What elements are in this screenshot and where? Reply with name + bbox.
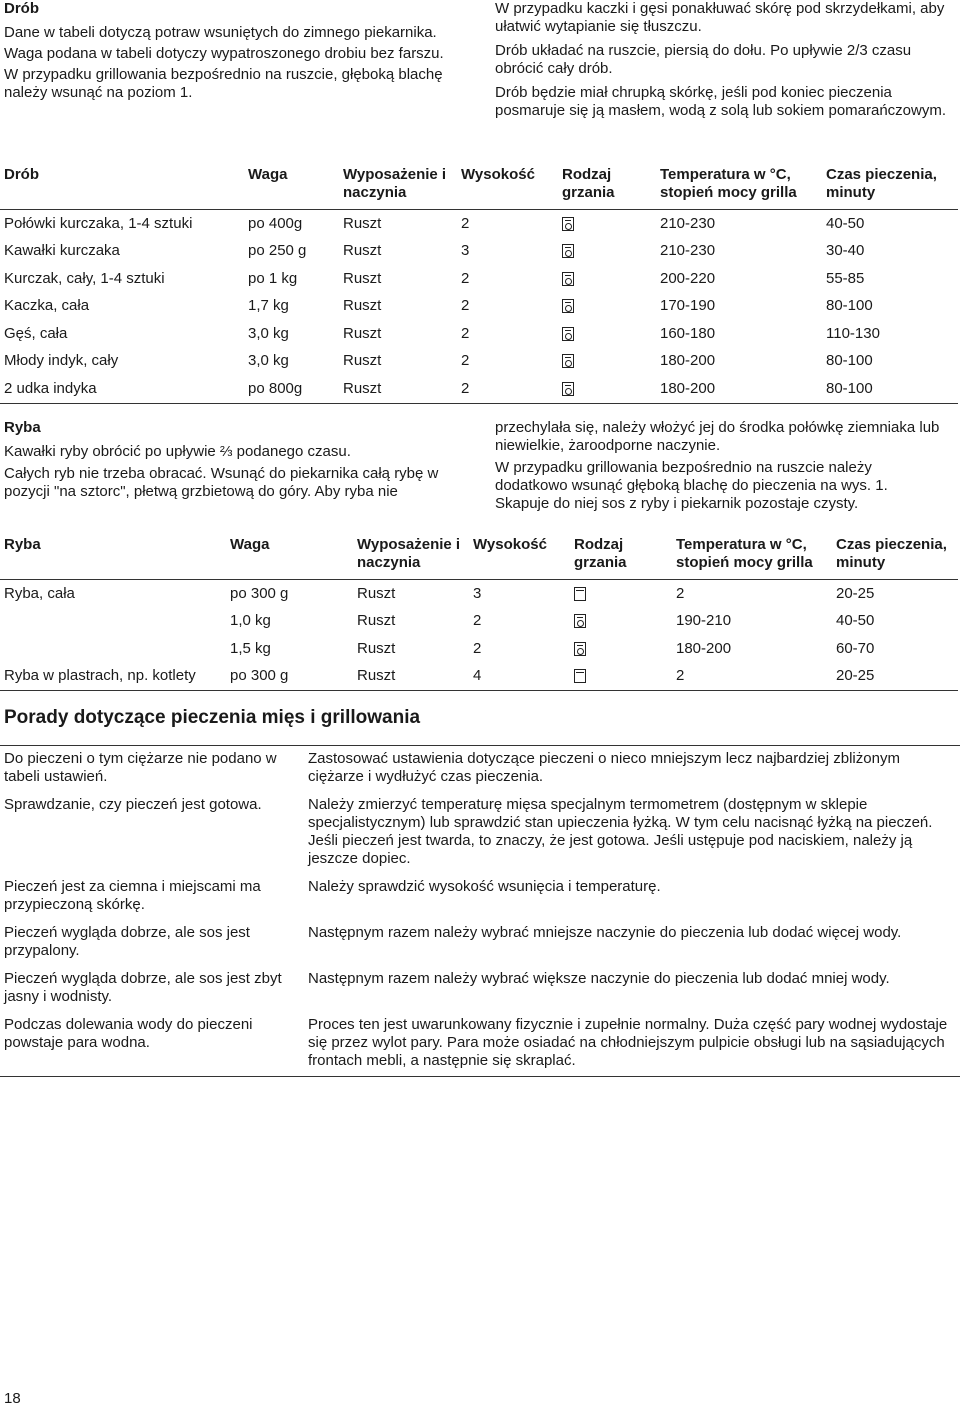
circulated-air-grill-icon [574, 642, 586, 656]
circulated-air-grill-icon [562, 272, 574, 286]
tip-solution: Następnym razem należy wybrać większe naczynie do pieczenia lub dodać mniej wody. [308, 970, 890, 987]
col-header: Czas pieczenia, minuty [836, 536, 947, 571]
tip-solution: Zastosować ustawienia dotyczące pieczeni o nieco mniejszym lecz najbardziej zbliżonym ciężarze i wydłużyć czas pieczenia. [308, 750, 900, 785]
dish-cell: Młody indyk, cały [4, 352, 119, 370]
table-row [0, 293, 958, 321]
table-row [0, 608, 958, 636]
table-row [0, 580, 958, 608]
time-cell: 80-100 [826, 297, 873, 315]
dish-cell [0, 635, 226, 663]
dish-cell: Gęś, cała [4, 324, 68, 342]
level-cell: 2 [461, 297, 470, 315]
table-row [0, 635, 958, 663]
col-header: Temperatura w °C, stopień mocy grilla [676, 536, 813, 571]
table-row [0, 238, 958, 266]
dish-cell: Kurczak, cały, 1-4 sztuki [4, 269, 165, 287]
level-cell: 2 [473, 612, 482, 630]
grill-heating-icon [574, 669, 586, 683]
tip-problem: Do pieczeni o tym ciężarze nie podano w tabeli ustawień. [4, 750, 277, 785]
table-row [0, 265, 958, 293]
weight-cell: 3,0 kg [248, 324, 289, 342]
time-cell: 20-25 [836, 667, 875, 685]
fish-right-para: W przypadku grillowania bezpośrednio na ruszcie należy dodatkowo wsunąć głęboką blachę do pieczenia na wys. 1. Skapuje do niej sos z ryby i piekarnik pozostaje czysty. [495, 459, 888, 512]
weight-cell: 1,7 kg [248, 297, 289, 315]
heating-mode-cell [558, 348, 656, 376]
col-header: Wyposażenie i naczynia [343, 166, 447, 201]
fish-intro [4, 419, 464, 501]
level-cell: 2 [461, 269, 470, 287]
time-cell: 110-130 [826, 324, 880, 342]
weight-cell: 1,0 kg [230, 612, 271, 630]
tip-problem: Sprawdzanie, czy pieczeń jest gotowa. [4, 796, 262, 813]
equipment-cell: Ruszt [343, 297, 382, 315]
page-number: 18 [4, 1390, 21, 1407]
heating-mode-cell [558, 265, 656, 293]
level-cell: 2 [461, 352, 470, 370]
poultry-heading: Drób [4, 0, 39, 17]
fish-intro-right [495, 419, 940, 513]
tips-row [0, 746, 960, 793]
tip-solution: Należy sprawdzić wysokość wsunięcia i temperaturę. [308, 878, 661, 895]
equipment-cell: Ruszt [343, 242, 382, 260]
fish-table [0, 533, 958, 691]
heating-mode-cell [558, 320, 656, 348]
grill-heating-icon [574, 587, 586, 601]
col-header: Rodzaj grzania [562, 166, 615, 201]
heating-mode-cell [570, 608, 672, 636]
poultry-para: Dane w tabeli dotyczą potraw wsuniętych do zimnego piekarnika. [4, 24, 437, 41]
temperature-cell: 200-220 [660, 269, 716, 287]
fish-para: Kawałki ryby obrócić po upływie ⅔ podanego czasu. [4, 443, 351, 460]
col-header: Wysokość [473, 536, 547, 553]
poultry-table [0, 163, 958, 404]
heating-mode-cell [558, 375, 656, 403]
poultry-right-para: Drób będzie miał chrupką skórkę, jeśli pod koniec pieczenia posmaruje się ją masłem, wodą z solą lub sokiem pomarańczowym. [495, 84, 947, 119]
time-cell: 80-100 [826, 352, 873, 370]
weight-cell: po 300 g [230, 584, 289, 602]
col-header: Ryba [4, 536, 41, 553]
tip-problem: Pieczeń jest za ciemna i miejscami ma przypieczoną skórkę. [4, 878, 261, 913]
heating-mode-cell [558, 293, 656, 321]
equipment-cell: Ruszt [357, 584, 396, 602]
circulated-air-grill-icon [562, 299, 574, 313]
tip-problem: Podczas dolewania wody do pieczeni powstaje para wodna. [4, 1016, 253, 1051]
temperature-cell: 180-200 [676, 639, 732, 657]
table-row [0, 663, 958, 691]
weight-cell: po 800g [248, 379, 303, 397]
circulated-air-grill-icon [562, 354, 574, 368]
time-cell: 30-40 [826, 242, 865, 260]
heating-mode-cell [570, 580, 672, 608]
time-cell: 20-25 [836, 584, 875, 602]
table-row [0, 320, 958, 348]
fish-table-header [0, 533, 958, 580]
heating-mode-cell [570, 663, 672, 691]
temperature-cell: 210-230 [660, 242, 716, 260]
tips-row [0, 920, 960, 966]
tips-row [0, 1012, 960, 1077]
dish-cell: Ryba w plastrach, np. kotlety [4, 667, 196, 685]
equipment-cell: Ruszt [343, 214, 382, 232]
weight-cell: po 1 kg [248, 269, 298, 287]
level-cell: 3 [473, 584, 482, 602]
dish-cell: Kaczka, cała [4, 297, 90, 315]
temperature-cell: 160-180 [660, 324, 716, 342]
circulated-air-grill-icon [562, 244, 574, 258]
equipment-cell: Ruszt [343, 269, 382, 287]
table-row [0, 210, 958, 238]
poultry-table-header [0, 163, 958, 210]
weight-cell: 3,0 kg [248, 352, 289, 370]
equipment-cell: Ruszt [343, 352, 382, 370]
tips-row [0, 792, 960, 874]
heating-mode-cell [558, 210, 656, 238]
col-header: Waga [230, 536, 270, 553]
fish-right-para: przechylała się, należy włożyć jej do środka połówkę ziemniaka lub niewielkie, żaroodporne naczynie. [495, 419, 940, 454]
weight-cell: po 400g [248, 214, 303, 232]
equipment-cell: Ruszt [357, 612, 396, 630]
tips-table [0, 745, 960, 1077]
tip-solution: Następnym razem należy wybrać mniejsze naczynie do pieczenia lub dodać więcej wody. [308, 924, 902, 941]
poultry-right-para: W przypadku kaczki i gęsi ponakłuwać skórę pod skrzydełkami, aby ułatwić wytapianie się tłuszczu. [495, 0, 945, 35]
level-cell: 2 [461, 214, 470, 232]
tips-row [0, 874, 960, 920]
level-cell: 4 [473, 667, 482, 685]
weight-cell: po 300 g [230, 667, 289, 685]
temperature-cell: 2 [676, 584, 685, 602]
weight-cell: 1,5 kg [230, 639, 271, 657]
level-cell: 3 [461, 242, 470, 260]
time-cell: 60-70 [836, 639, 875, 657]
circulated-air-grill-icon [574, 614, 586, 628]
tips-row [0, 966, 960, 1012]
dish-cell: Ryba, cała [4, 584, 75, 602]
temperature-cell: 210-230 [660, 214, 716, 232]
tip-solution: Należy zmierzyć temperaturę mięsa specjalnym termometrem (dostępnym w sklepie specjalistycznym) lub sprawdzić stan upieczenia łyżką. W tym celu nacisnąć łyżką na pieczeń. Jeśli pieczeń jest twarda, to znaczy, że jest gotowa. Jeśli ustępuje pod naciskiem, należy ją jeszcze dopiec. [308, 796, 933, 867]
poultry-right-para: Drób układać na ruszcie, piersią do dołu. Po upływie 2/3 czasu obrócić cały drób. [495, 42, 912, 77]
tips-heading: Porady dotyczące pieczenia mięs i grillowania [4, 707, 421, 728]
poultry-para: W przypadku grillowania bezpośrednio na ruszcie, głęboką blachę należy wsunąć na poziom 1. [4, 66, 443, 101]
temperature-cell: 180-200 [660, 379, 716, 397]
poultry-intro [4, 0, 444, 102]
table-row [0, 348, 958, 376]
heating-mode-cell [558, 238, 656, 266]
tip-problem: Pieczeń wygląda dobrze, ale sos jest przypalony. [4, 924, 250, 959]
heating-mode-cell [570, 635, 672, 663]
table-row [0, 375, 958, 403]
dish-cell: 2 udka indyka [4, 379, 97, 397]
temperature-cell: 180-200 [660, 352, 716, 370]
level-cell: 2 [461, 379, 470, 397]
tip-solution: Proces ten jest uwarunkowany fizycznie i zupełnie normalny. Duża część pary wodnej wydostaje się przez wylot pary. Para może osiadać na chłodniejszym pulpicie obsługi lub na sąsiadujących frontach mebli, a następnie się skraplać. [308, 1016, 948, 1069]
fish-para: Całych ryb nie trzeba obracać. Wsunąć do piekarnika całą rybę w pozycji "na sztorc", płetwą grzbietową do góry. Aby ryba nie [4, 465, 439, 500]
time-cell: 40-50 [836, 612, 875, 630]
poultry-intro-right [495, 0, 957, 120]
poultry-para: Waga podana w tabeli dotyczy wypatroszonego drobiu bez farszu. [4, 45, 444, 62]
col-header: Wyposażenie i naczynia [357, 536, 461, 571]
time-cell: 55-85 [826, 269, 865, 287]
dish-cell: Kawałki kurczaka [4, 242, 120, 260]
tip-problem: Pieczeń wygląda dobrze, ale sos jest zbyt jasny i wodnisty. [4, 970, 282, 1005]
dish-cell: Połówki kurczaka, 1-4 sztuki [4, 214, 193, 232]
dish-cell [0, 608, 226, 636]
level-cell: 2 [461, 324, 470, 342]
equipment-cell: Ruszt [357, 667, 396, 685]
col-header: Waga [248, 166, 288, 183]
equipment-cell: Ruszt [357, 639, 396, 657]
col-header: Czas pieczenia, minuty [826, 166, 937, 201]
equipment-cell: Ruszt [343, 324, 382, 342]
equipment-cell: Ruszt [343, 379, 382, 397]
fish-heading: Ryba [4, 419, 41, 436]
col-header: Temperatura w °C, stopień mocy grilla [660, 166, 797, 201]
circulated-air-grill-icon [562, 382, 574, 396]
time-cell: 40-50 [826, 214, 865, 232]
temperature-cell: 2 [676, 667, 685, 685]
circulated-air-grill-icon [562, 217, 574, 231]
level-cell: 2 [473, 639, 482, 657]
circulated-air-grill-icon [562, 327, 574, 341]
col-header: Wysokość [461, 166, 535, 183]
col-header: Drób [4, 166, 39, 183]
time-cell: 80-100 [826, 379, 873, 397]
col-header: Rodzaj grzania [574, 536, 627, 571]
temperature-cell: 170-190 [660, 297, 716, 315]
temperature-cell: 190-210 [676, 612, 732, 630]
weight-cell: po 250 g [248, 242, 307, 260]
